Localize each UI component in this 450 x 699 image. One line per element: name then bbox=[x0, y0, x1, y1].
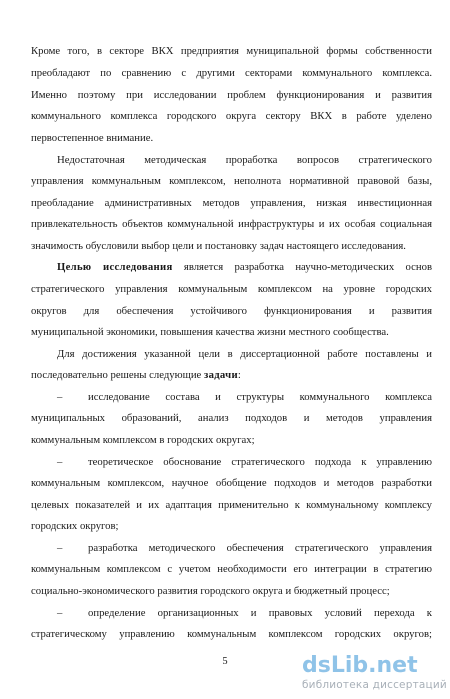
dslib-logo-text: dsLib.net bbox=[302, 653, 418, 677]
text-line: значимость обусловили выбор цели и постановку задач настоящего исследования. bbox=[31, 240, 406, 252]
text-line: коммунальным комплексом в городских округах; bbox=[31, 434, 255, 446]
text-line: Именно поэтому при исследовании проблем функционирования и развития bbox=[31, 89, 432, 101]
watermark-subtitle: библиотека диссертаций bbox=[302, 679, 447, 691]
text-line: теоретическое обоснование стратегического подхода к управлению bbox=[88, 456, 432, 468]
goal-line-text: является разработка научно-методических основ bbox=[183, 261, 433, 273]
list-dash: – bbox=[57, 391, 63, 403]
text-line: преобладание административных методов управления, низкая инвестиционная bbox=[31, 197, 432, 209]
list-dash: – bbox=[57, 542, 63, 554]
text-line: стратегическому управлению коммунальным комплексом городских округов; bbox=[31, 628, 432, 640]
text-line: городских округов; bbox=[31, 520, 119, 532]
text-line: целевых показателей и их адаптация применительно к коммунальному комплексу bbox=[31, 499, 432, 511]
text-line: Недостаточная методическая проработка вопросов стратегического bbox=[57, 154, 432, 166]
text-line: округов для обеспечения устойчивого функционирования и развития bbox=[31, 305, 432, 317]
goal-bold-label: Целью исследования bbox=[57, 261, 173, 273]
text-line: социально-экономического развития городского округа и бюджетный процесс; bbox=[31, 585, 390, 597]
text-line: муниципальной экономики, повышения качества жизни местного сообщества. bbox=[31, 326, 389, 338]
text-line: первостепенное внимание. bbox=[31, 132, 154, 144]
text-line: управления коммунальным комплексом, неполнота нормативной правовой базы, bbox=[31, 175, 432, 187]
page-number: 5 bbox=[222, 656, 228, 667]
text-line: привлекательность объектов коммунальной инфраструктуры и их особая социальная bbox=[31, 218, 432, 230]
watermark bbox=[300, 651, 446, 695]
list-dash: – bbox=[57, 607, 63, 619]
text-line: стратегического управления коммунальным комплексом на уровне городских bbox=[31, 283, 432, 295]
colon: : bbox=[237, 369, 241, 381]
text-line: муниципальных образований, анализ подходов и методов управления bbox=[31, 412, 432, 424]
text-line: коммунального комплекса городского округа сектору ВКХ в работе уделено bbox=[31, 110, 432, 122]
text-line: коммунальным комплексом с учетом необходимости его интеграции в стратегию bbox=[31, 563, 432, 575]
text-line: коммунальным комплексом, научное обобщение подходов и методов разработки bbox=[31, 477, 432, 489]
list-dash: – bbox=[57, 456, 63, 468]
text-line: разработка методического обеспечения стратегического управления bbox=[88, 542, 432, 554]
tasks-bold-label: задачи bbox=[203, 369, 238, 381]
dslib-logo bbox=[300, 651, 446, 677]
text-line: Кроме того, в секторе ВКХ предприятия муниципальной формы собственности bbox=[31, 45, 432, 57]
text-line: исследование состава и структуры коммунального комплекса bbox=[88, 391, 432, 403]
text-line: Для достижения указанной цели в диссертационной работе поставлены и bbox=[57, 348, 432, 360]
text-line: определение организационных и правовых условий перехода к bbox=[88, 607, 432, 619]
tasks-line-text: последовательно решены следующие bbox=[31, 369, 202, 381]
text-line: преобладают по сравнению с другими секторами коммунального комплекса. bbox=[31, 67, 432, 79]
